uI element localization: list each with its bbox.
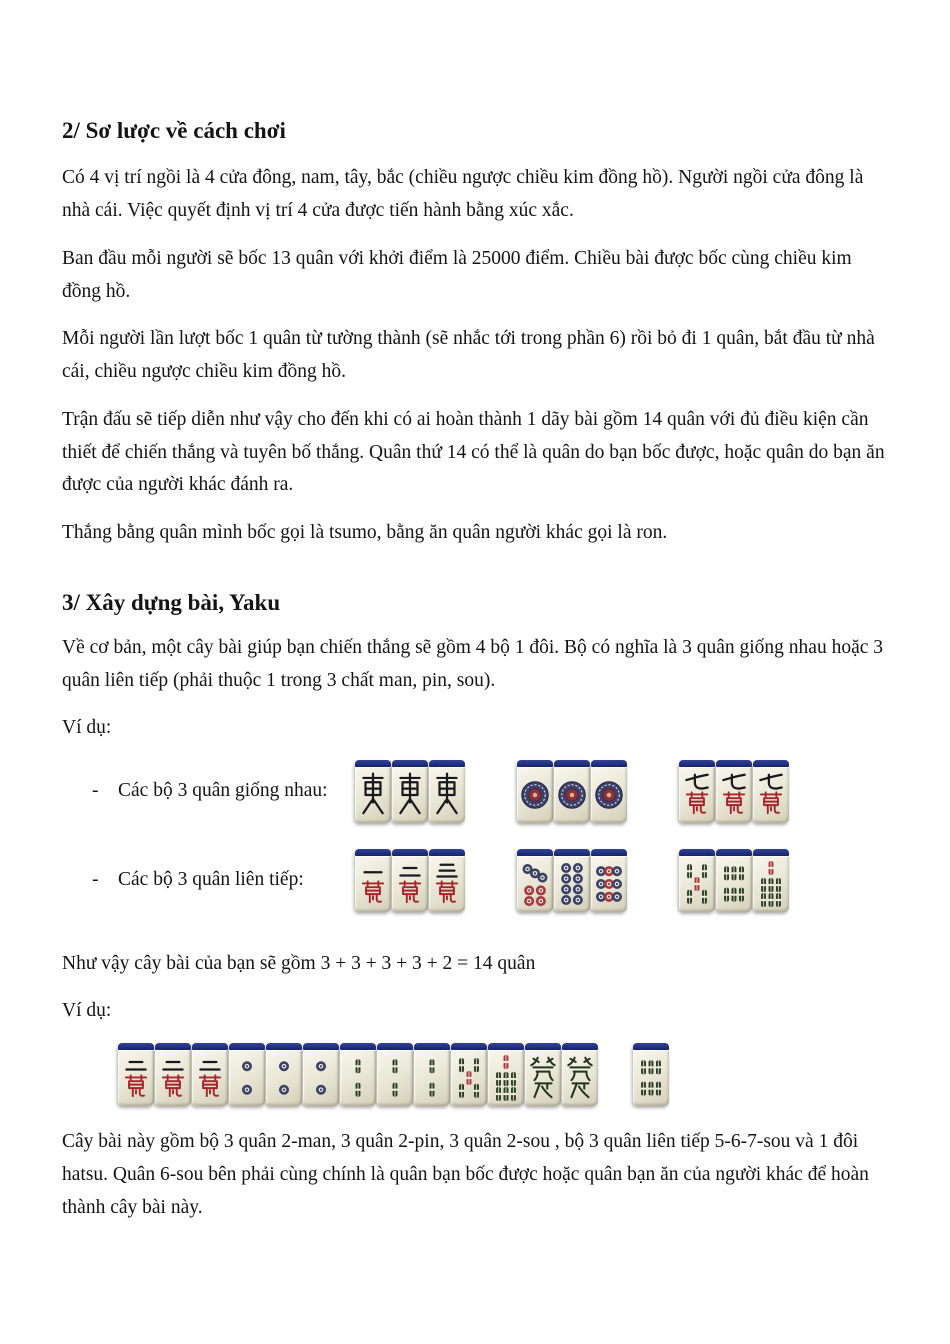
tile-group (355, 849, 465, 912)
mahjong-tile-7s (753, 849, 789, 912)
paragraph-seating: Có 4 vị trí ngồi là 4 cửa đông, nam, tây, bắc (chiều ngược chiều kim đồng hồ). Người ngồi cửa đông là nhà cái. Việc quyết định vị trí 4 cửa được tiến hành bằng xúc xắc. (62, 167, 864, 222)
example-bullets (62, 760, 892, 912)
tile-back-band (679, 760, 715, 767)
tile-face (120, 1052, 152, 1104)
tile-group (517, 849, 627, 912)
mahjong-tile-2p (229, 1043, 265, 1106)
mahjong-tile-7p (517, 849, 553, 912)
paragraph-hand-explanation: Cây bài này gồm bộ 3 quân 2-man, 3 quân 2-pin, 3 quân 2-sou , bộ 3 quân liên tiếp 5-6-7-sou và 1 đôi hatsu. Quân 6-sou bên phải cùng chính là quân bạn bốc được hoặc quân bạn ăn của người khác để hoàn thành cây bài này. (62, 1131, 869, 1218)
tile-face (593, 858, 625, 910)
mahjong-tile-2p (266, 1043, 302, 1106)
bullet-dash: - (92, 780, 99, 802)
tile-back-band (303, 1043, 339, 1050)
tile-face (556, 769, 588, 821)
section-2-heading: 2/ Sơ lược về cách chơi (62, 118, 286, 143)
tile-back-band (517, 849, 553, 856)
mahjong-tile-7s (488, 1043, 524, 1106)
paragraph-hand-structure: Về cơ bản, một cây bài giúp bạn chiến thắng sẽ gồm 4 bộ 1 đôi. Bộ có nghĩa là 3 quân giống nhau hoặc 3 quân liên tiếp (phải thuộc 1 trong 3 chất man, pin, sou). (62, 637, 883, 692)
tile-face (519, 858, 551, 910)
tile-groups (355, 849, 789, 912)
tile-back-band (192, 1043, 228, 1050)
tile-back-band (716, 760, 752, 767)
tile-face (379, 1052, 411, 1104)
tile-back-band (554, 760, 590, 767)
tile-face (416, 1052, 448, 1104)
tile-back-band (429, 849, 465, 856)
tile-back-band (355, 760, 391, 767)
mahjong-tile-6s (716, 849, 752, 912)
mahjong-tile-1m (355, 849, 391, 912)
mahjong-tile-9p (591, 849, 627, 912)
hand-main-tiles (118, 1043, 598, 1106)
tile-face (755, 769, 787, 821)
mahjong-tile-8p (554, 849, 590, 912)
tile-face (431, 769, 463, 821)
tile-face (305, 1052, 337, 1104)
paragraph-turn-order: Mỗi người lần lượt bốc 1 quân từ tường thành (sẽ nhắc tới trong phần 6) rồi bỏ đi 1 quân, bắt đầu từ nhà cái, chiều ngược chiều kim đồng hồ. (62, 328, 875, 383)
section-3-heading: 3/ Xây dựng bài, Yaku (62, 589, 281, 615)
paragraph-hand-sum: Như vậy cây bài của bạn sẽ gồm 3 + 3 + 3 + 3 + 2 = 14 quân (62, 952, 536, 974)
tile-back-band (414, 1043, 450, 1050)
tile-back-band (155, 1043, 191, 1050)
tile-back-band (591, 760, 627, 767)
tile-face (268, 1052, 300, 1104)
tile-group (679, 849, 789, 912)
mahjong-tile-6s (633, 1043, 669, 1106)
mahjong-tile-2p (303, 1043, 339, 1106)
mahjong-tile-2m (118, 1043, 154, 1106)
tile-group (679, 760, 789, 823)
tile-back-band (679, 849, 715, 856)
tile-face (490, 1052, 522, 1104)
tile-face (635, 1052, 667, 1104)
tile-face (527, 1052, 559, 1104)
tile-face (681, 858, 713, 910)
tile-back-band (591, 849, 627, 856)
tile-back-band (451, 1043, 487, 1050)
tile-face (519, 769, 551, 821)
mahjong-tile-7m (753, 760, 789, 823)
mahjong-tile-hatsu (525, 1043, 561, 1106)
mahjong-tile-5s (679, 849, 715, 912)
mahjong-tile-1p (591, 760, 627, 823)
tile-face (681, 769, 713, 821)
tile-face (157, 1052, 189, 1104)
mahjong-tile-2s (340, 1043, 376, 1106)
mahjong-tile-hatsu (562, 1043, 598, 1106)
mahjong-tile-1p (517, 760, 553, 823)
mahjong-tile-2m (155, 1043, 191, 1106)
tile-back-band (340, 1043, 376, 1050)
mahjong-tile-2m (392, 849, 428, 912)
tile-face (342, 1052, 374, 1104)
paragraph-tsumo-ron: Thắng bằng quân mình bốc gọi là tsumo, bằng ăn quân người khác gọi là ron. (62, 522, 668, 544)
tile-back-band (716, 849, 752, 856)
bullet-label: Các bộ 3 quân giống nhau: (118, 780, 328, 802)
tile-back-band (266, 1043, 302, 1050)
bullet-row-2 (62, 849, 892, 912)
mahjong-tile-2m (192, 1043, 228, 1106)
tile-back-band (633, 1043, 669, 1050)
tile-face (357, 858, 389, 910)
tile-back-band (429, 760, 465, 767)
mahjong-tile-7m (679, 760, 715, 823)
bullet-dash: - (92, 869, 99, 891)
mahjong-tile-east (392, 760, 428, 823)
example-label-2: Ví dụ: (62, 1000, 112, 1022)
bullet-label: Các bộ 3 quân liên tiếp: (118, 869, 304, 891)
tile-group (517, 760, 627, 823)
paragraph-starting-draw: Ban đầu mỗi người sẽ bốc 13 quân với khởi điểm là 25000 điểm. Chiều bài được bốc cùng chiều kim đồng hồ. (62, 247, 852, 302)
example-hand-row (118, 1043, 892, 1106)
tile-face (755, 858, 787, 910)
tile-back-band (562, 1043, 598, 1050)
mahjong-tile-2s (414, 1043, 450, 1106)
tile-face (718, 769, 750, 821)
tile-back-band (517, 760, 553, 767)
mahjong-tile-2s (377, 1043, 413, 1106)
tile-back-band (377, 1043, 413, 1050)
mahjong-tile-east (355, 760, 391, 823)
tile-back-band (229, 1043, 265, 1050)
tile-face (394, 769, 426, 821)
tile-face (453, 1052, 485, 1104)
tile-back-band (392, 849, 428, 856)
tile-groups (355, 760, 789, 823)
tile-back-band (753, 849, 789, 856)
tile-back-band (525, 1043, 561, 1050)
tile-face (194, 1052, 226, 1104)
tile-face (718, 858, 750, 910)
tile-group (355, 760, 465, 823)
tile-back-band (355, 849, 391, 856)
tile-face (357, 769, 389, 821)
mahjong-tile-1p (554, 760, 590, 823)
tile-face (564, 1052, 596, 1104)
tile-back-band (554, 849, 590, 856)
hand-drawn-tile (633, 1043, 669, 1106)
tile-face (556, 858, 588, 910)
tile-face (231, 1052, 263, 1104)
mahjong-tile-east (429, 760, 465, 823)
tile-face (394, 858, 426, 910)
example-label-1: Ví dụ: (62, 716, 112, 738)
paragraph-winning-condition: Trận đấu sẽ tiếp diễn như vậy cho đến khi có ai hoàn thành 1 dãy bài gồm 14 quân với đủ điều kiện cần thiết để chiến thắng và tuyên bố thắng. Quân thứ 14 có thể là quân do bạn bốc được, hoặc quân do bạn ăn được của người khác đánh ra. (62, 408, 885, 496)
mahjong-tile-7m (716, 760, 752, 823)
mahjong-tile-5s (451, 1043, 487, 1106)
mahjong-tile-3m (429, 849, 465, 912)
tile-back-band (392, 760, 428, 767)
tile-face (593, 769, 625, 821)
tile-back-band (118, 1043, 154, 1050)
tile-face (431, 858, 463, 910)
tile-back-band (753, 760, 789, 767)
tile-back-band (488, 1043, 524, 1050)
bullet-row-1 (62, 760, 892, 823)
